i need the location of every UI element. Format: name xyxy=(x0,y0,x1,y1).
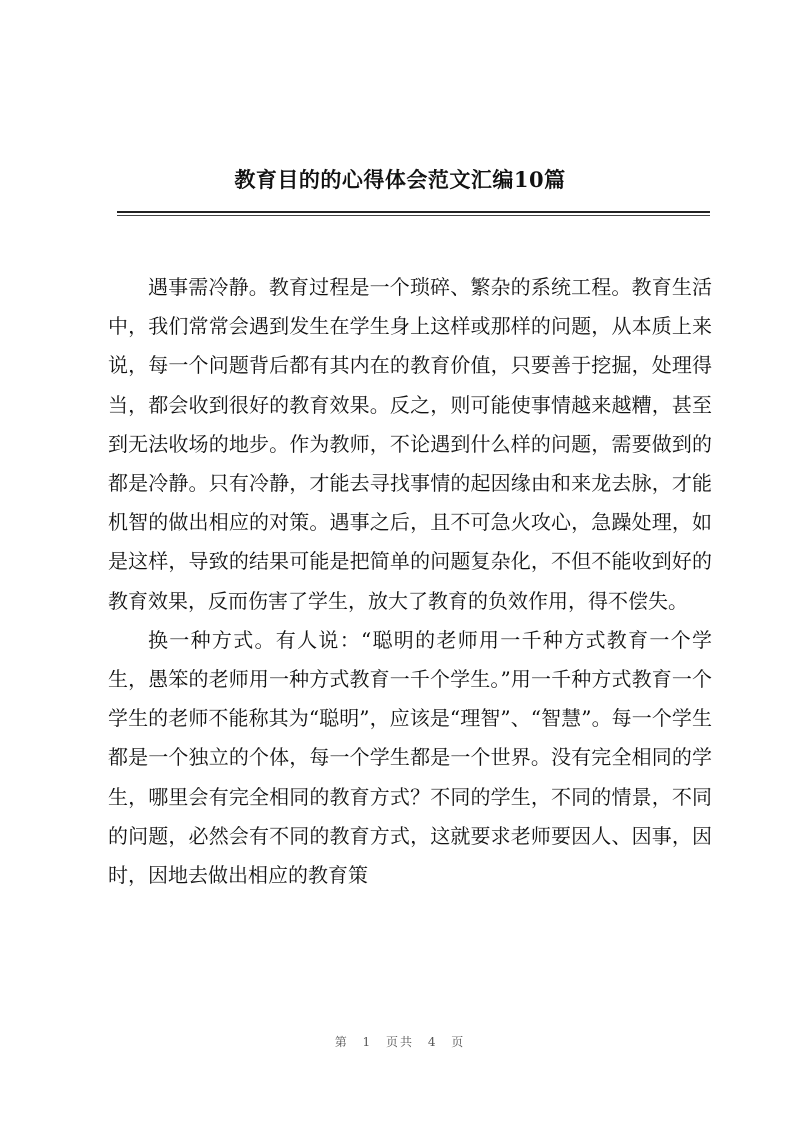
body-paragraph-2: 换一种方式。有人说：“聪明的老师用一千种方式教育一个学生，愚笨的老师用一种方式教育一千个学生。”用一千种方式教育一个学生的老师不能称其为“聪明”，应该是“理智”、“智慧”。每一个学生都是一个独立的个体，每一个学生都是一个世界。没有完全相同的学生，哪里会有完全相同的教育方式？不同的学生，不同的情景，不同的问题，必然会有不同的教育方式，这就要求老师要因人、因事，因时，因地去做出相应的教育策 xyxy=(108,627,712,888)
title-underline-thick xyxy=(117,211,710,213)
document-title: 教育目的的心得体会范文汇编10篇 xyxy=(234,167,566,192)
title-underline-thin xyxy=(117,215,710,216)
body-paragraph-1: 遇事需冷静。教育过程是一个琐碎、繁杂的系统工程。教育生活中，我们常常会遇到发生在学生身上这样或那样的问题，从本质上来说，每一个问题背后都有其内在的教育价值，只要善于挖掘，处理得当，都会收到很好的教育效果。反之，则可能使事情越来越糟，甚至到无法收场的地步。作为教师，不论遇到什么样的问题，需要做到的都是冷静。只有冷静，才能去寻找事情的起因缘由和来龙去脉，才能机智的做出相应的对策。遇事之后，且不可急火攻心，急躁处理，如是这样，导致的结果可能是把简单的问题复杂化，不但不能收到好的教育效果，反而伤害了学生，放大了教育的负效作用，得不偿失。 xyxy=(108,275,712,613)
document-body xyxy=(108,268,712,895)
page-footer: 第 1 页共 4 页 xyxy=(334,1035,466,1049)
